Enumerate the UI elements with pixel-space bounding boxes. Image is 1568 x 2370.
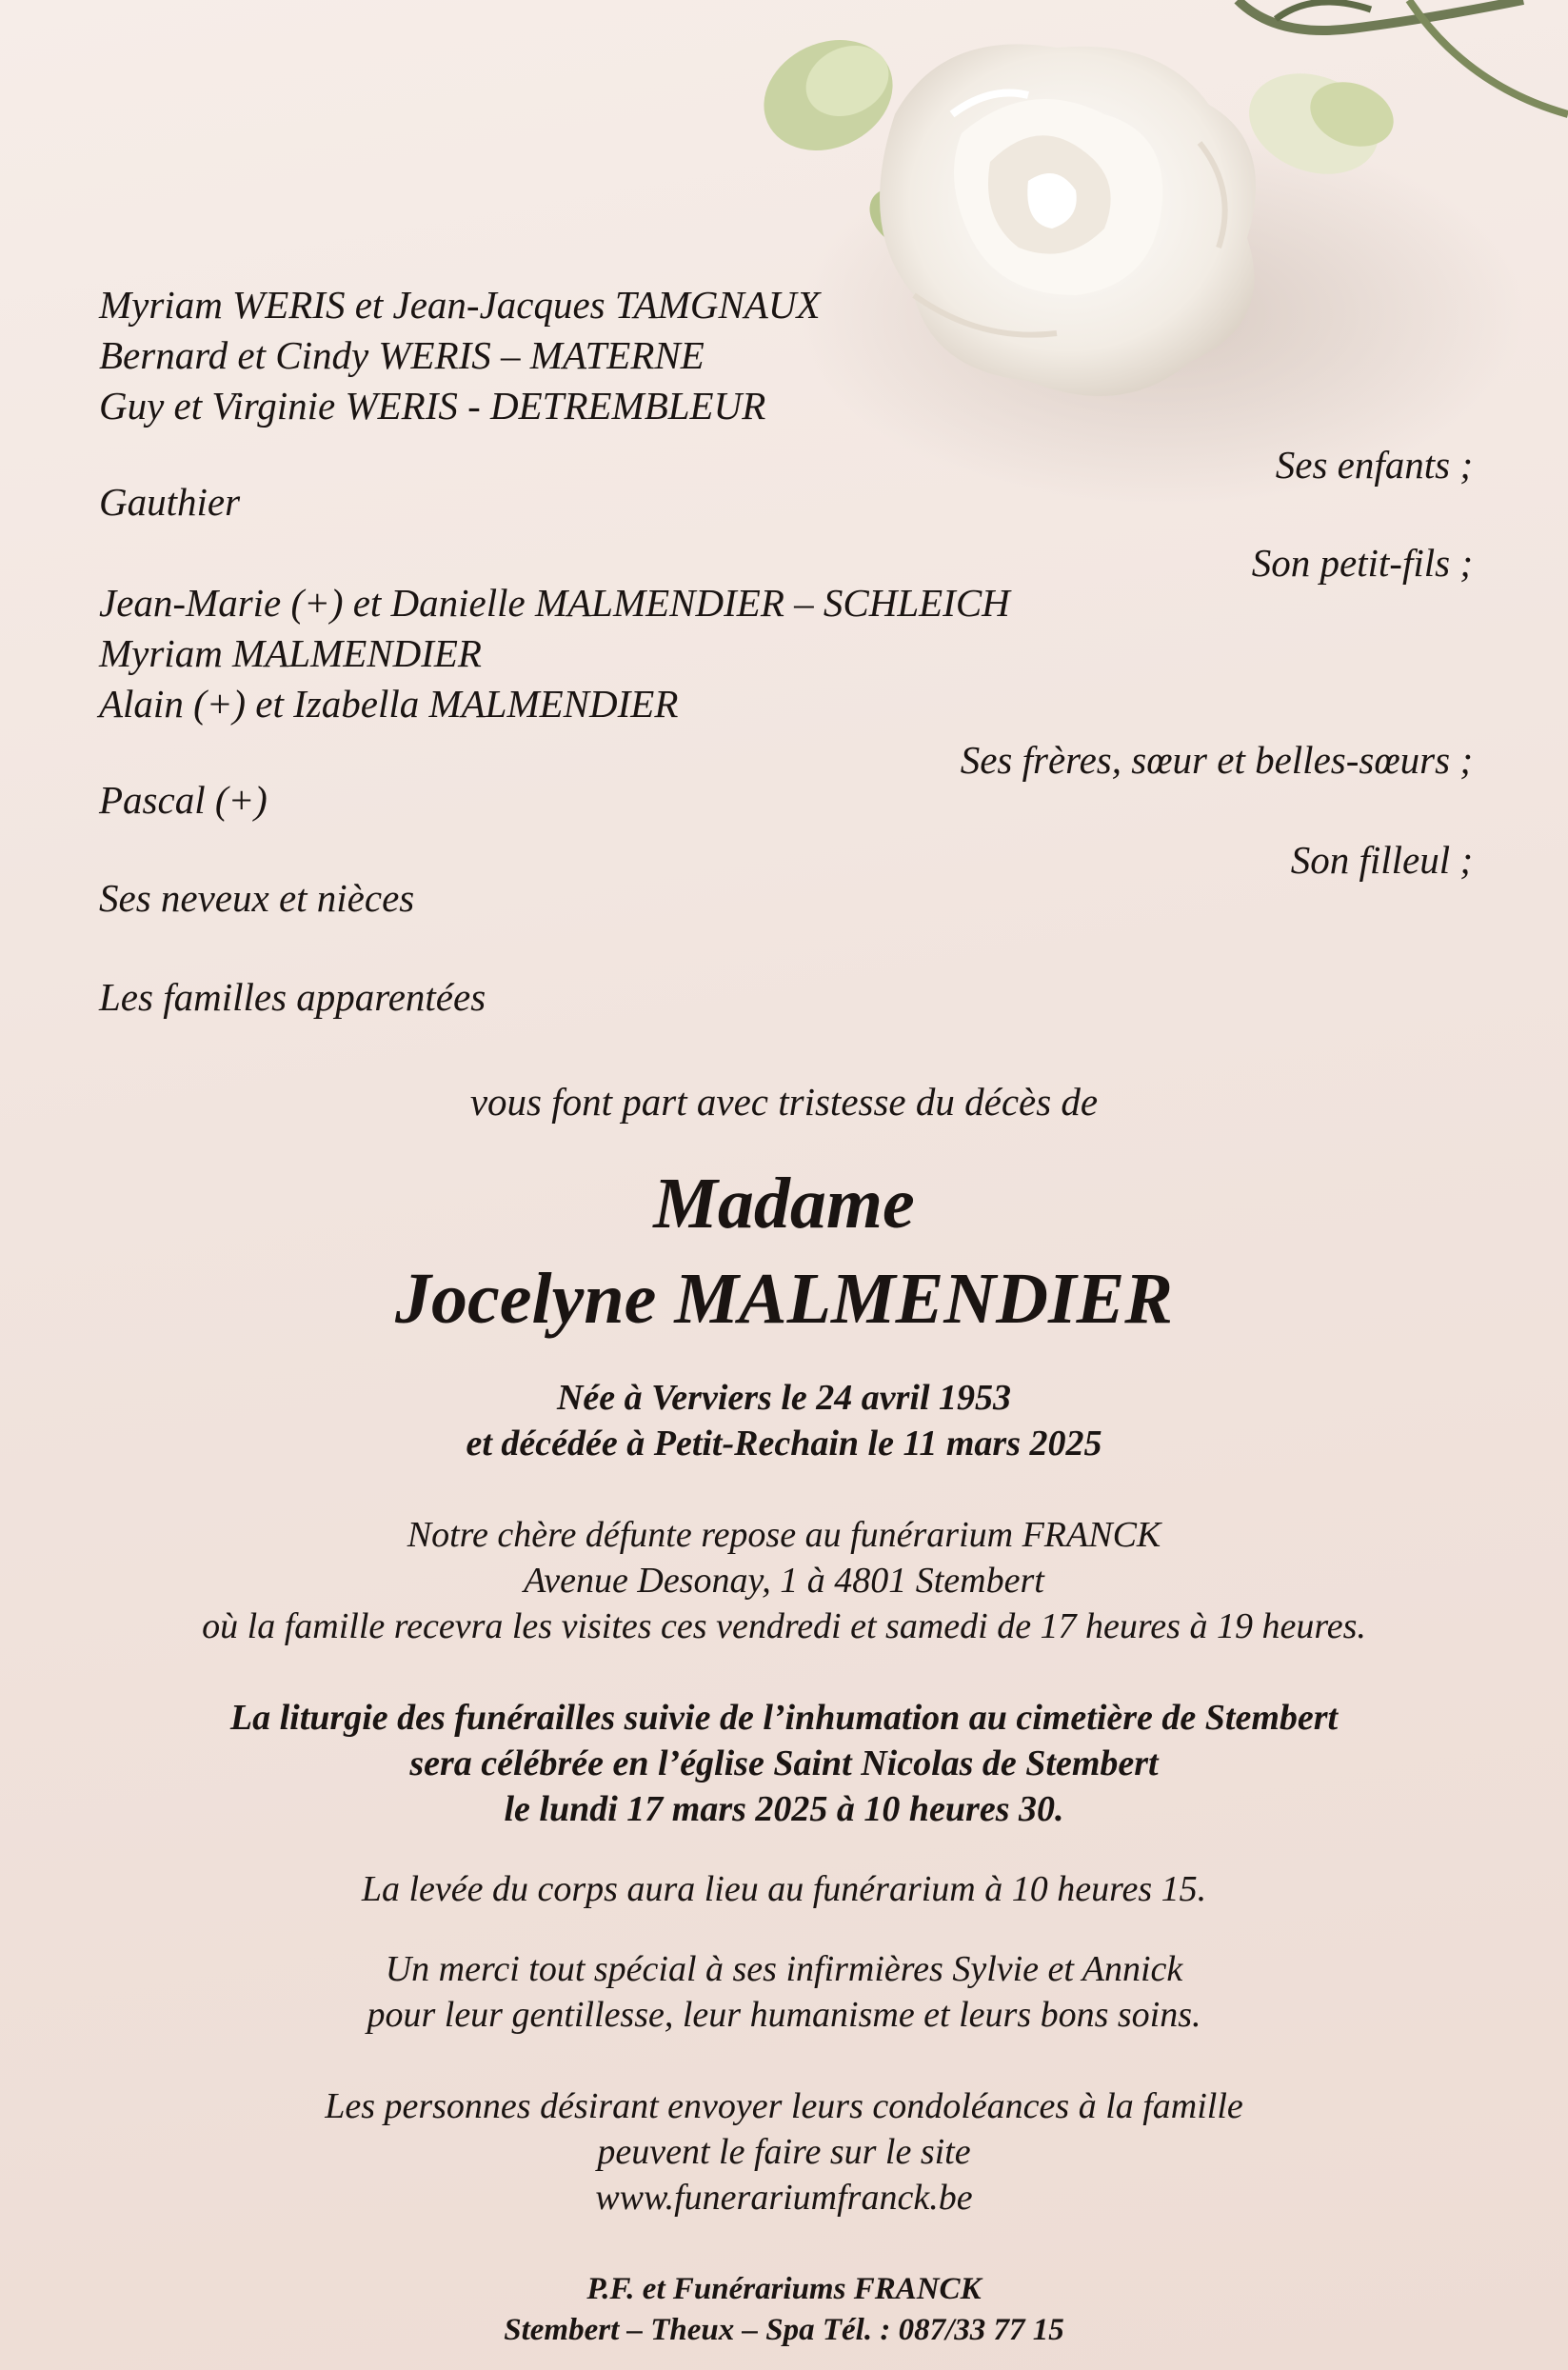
condolences-line-1: Les personnes désirant envoyer leurs condoléances à la famille [325, 2086, 1243, 2126]
sibling-2: Myriam MALMENDIER [99, 631, 482, 675]
child-1: Myriam WERIS et Jean-Jacques TAMGNAUX [99, 283, 821, 327]
liturgy-line-2: sera célébrée en l’église Saint Nicolas de Stembert [409, 1743, 1159, 1783]
siblings-label: Ses frères, sœur et belles-sœurs ; [960, 738, 1473, 782]
levee: La levée du corps aura lieu au funérarium à 10 heures 15. [361, 1869, 1207, 1909]
funerarium-line-3: où la famille recevra les visites ces vendredi et samedi de 17 heures à 19 heures. [202, 1606, 1366, 1646]
sibling-3: Alain (+) et Izabella MALMENDIER [99, 682, 679, 726]
footer-contact: Stembert – Theux – Spa Tél. : 087/33 77 15 [504, 2313, 1064, 2347]
birth-date: Née à Verviers le 24 avril 1953 [556, 1378, 1012, 1418]
liturgy-line-1: La liturgie des funérailles suivie de l’inhumation au cimetière de Stembert [229, 1698, 1339, 1738]
footer-company: P.F. et Funérariums FRANCK [586, 2272, 982, 2306]
deceased-name: Jocelyne MALMENDIER [395, 1259, 1173, 1339]
death-date: et décédée à Petit-Rechain le 11 mars 2025 [466, 1424, 1102, 1464]
child-3: Guy et Virginie WERIS - DETREMBLEUR [99, 384, 766, 428]
condolences-website: www.funerariumfranck.be [595, 2178, 973, 2218]
white-flower-icon [743, 0, 1568, 514]
condolences-line-2: peuvent le faire sur le site [597, 2132, 971, 2172]
children-label: Ses enfants ; [1275, 443, 1473, 487]
grandson: Gauthier [99, 480, 241, 524]
announcement: vous font part avec tristesse du décès de [469, 1080, 1099, 1124]
relatives: Les familles apparentées [99, 975, 486, 1019]
sibling-1: Jean-Marie (+) et Danielle MALMENDIER – SCHLEICH [99, 581, 1010, 625]
nephews: Ses neveux et nièces [99, 876, 415, 920]
thanks-line-2: pour leur gentillesse, leur humanisme et leurs bons soins. [367, 1995, 1201, 2035]
thanks-line-1: Un merci tout spécial à ses infirmières Sylvie et Annick [385, 1949, 1183, 1989]
liturgy-line-3: le lundi 17 mars 2025 à 10 heures 30. [504, 1789, 1064, 1829]
child-2: Bernard et Cindy WERIS – MATERNE [99, 333, 705, 377]
funerarium-line-2: Avenue Desonay, 1 à 4801 Stembert [524, 1561, 1044, 1601]
godson-label: Son filleul ; [1290, 838, 1473, 882]
godson: Pascal (+) [99, 778, 268, 822]
funerarium-line-1: Notre chère défunte repose au funérarium FRANCK [407, 1515, 1161, 1555]
deceased-title: Madame [653, 1164, 915, 1244]
grandson-label: Son petit-fils ; [1251, 541, 1473, 585]
